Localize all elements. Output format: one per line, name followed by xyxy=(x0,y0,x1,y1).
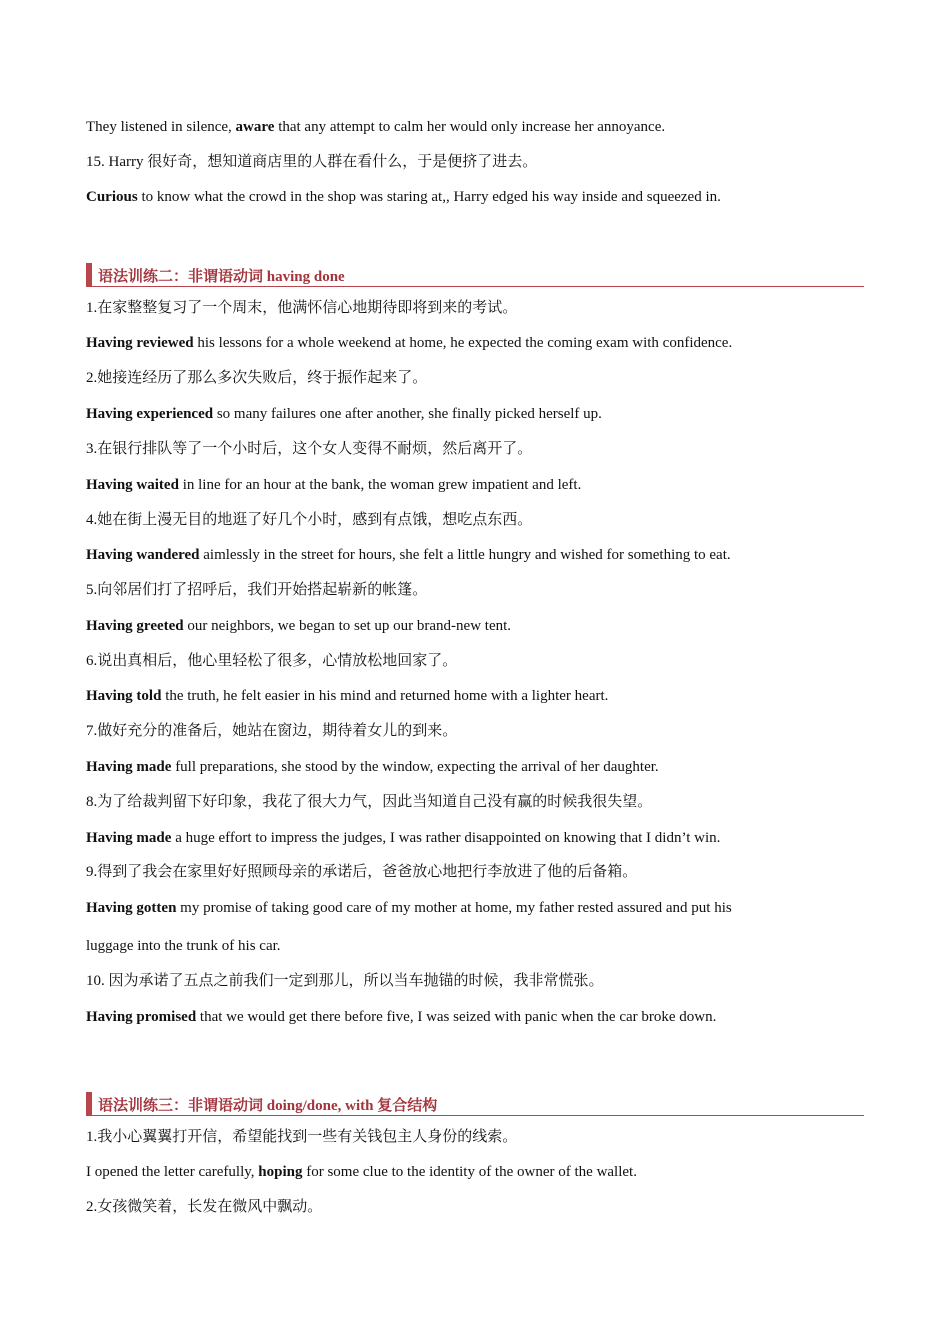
text-line: 2.她接连经历了那么多次失败后，终于振作起来了。 xyxy=(86,370,428,386)
section-heading xyxy=(86,1091,864,1116)
text-line: Having waited in line for an hour at the bank, the woman grew impatient and left. xyxy=(86,477,582,493)
text-line: Having made full preparations, she stood by the window, expecting the arrival of her daughter. xyxy=(86,759,659,775)
text-line: 3.在银行排队等了一个小时后，这个女人变得不耐烦，然后离开了。 xyxy=(86,441,533,457)
text-line: I opened the letter carefully, hoping for some clue to the identity of the owner of the wallet. xyxy=(86,1164,637,1180)
text-line: 6.说出真相后，他心里轻松了很多，心情放松地回家了。 xyxy=(86,653,458,669)
text-line: 2.女孩微笑着，长发在微风中飘动。 xyxy=(86,1199,323,1215)
text-line: Having reviewed his lessons for a whole weekend at home, he expected the coming exam with confidence. xyxy=(86,335,733,351)
text-line: Having promised that we would get there before five, I was seized with panic when the car broke down. xyxy=(86,1009,717,1025)
text-line: 1.在家整整复习了一个周末，他满怀信心地期待即将到来的考试。 xyxy=(86,300,518,316)
text-line: luggage into the trunk of his car. xyxy=(86,938,281,954)
text-line: Having greeted our neighbors, we began to set up our brand-new tent. xyxy=(86,618,512,634)
text-line: 9.得到了我会在家里好好照顾母亲的承诺后，爸爸放心地把行李放进了他的后备箱。 xyxy=(86,864,638,880)
text-line: Having wandered aimlessly in the street for hours, she felt a little hungry and wished for something to eat. xyxy=(86,547,731,563)
heading-accent-bar xyxy=(86,1092,92,1115)
text-line: 10. 因为承诺了五点之前我们一定到那儿，所以当车抛锚的时候，我非常慌张。 xyxy=(86,973,604,989)
text-line: 8.为了给裁判留下好印象，我花了很大力气，因此当知道自己没有赢的时候我很失望。 xyxy=(86,794,653,810)
text-line: Having told the truth, he felt easier in his mind and returned home with a lighter heart. xyxy=(86,688,609,704)
text-line: 15. Harry 很好奇，想知道商店里的人群在看什么，于是便挤了进去。 xyxy=(86,154,538,170)
heading-accent-bar xyxy=(86,263,92,286)
text-line: Having gotten my promise of taking good care of my mother at home, my father rested assured and put his xyxy=(86,900,732,916)
text-line: 7.做好充分的准备后，她站在窗边，期待着女儿的到来。 xyxy=(86,723,458,739)
section-heading-text: 语法训练二：非谓语动词 having done xyxy=(98,269,345,285)
text-line: They listened in silence, aware that any attempt to calm her would only increase her annoyance. xyxy=(86,119,666,135)
text-line: 4.她在街上漫无目的地逛了好几个小时，感到有点饿，想吃点东西。 xyxy=(86,512,533,528)
text-line: Having experienced so many failures one after another, she finally picked herself up. xyxy=(86,406,602,422)
section-heading-text: 语法训练三：非谓语动词 doing/done, with 复合结构 xyxy=(98,1098,438,1114)
section-heading xyxy=(86,262,864,287)
text-line: Having made a huge effort to impress the judges, I was rather disappointed on knowing that I didn’t win. xyxy=(86,830,721,846)
text-line: Curious to know what the crowd in the shop was staring at,, Harry edged his way inside and squeezed in. xyxy=(86,189,721,205)
text-line: 1.我小心翼翼打开信，希望能找到一些有关钱包主人身份的线索。 xyxy=(86,1129,518,1145)
text-line: 5.向邻居们打了招呼后，我们开始搭起崭新的帐篷。 xyxy=(86,582,428,598)
